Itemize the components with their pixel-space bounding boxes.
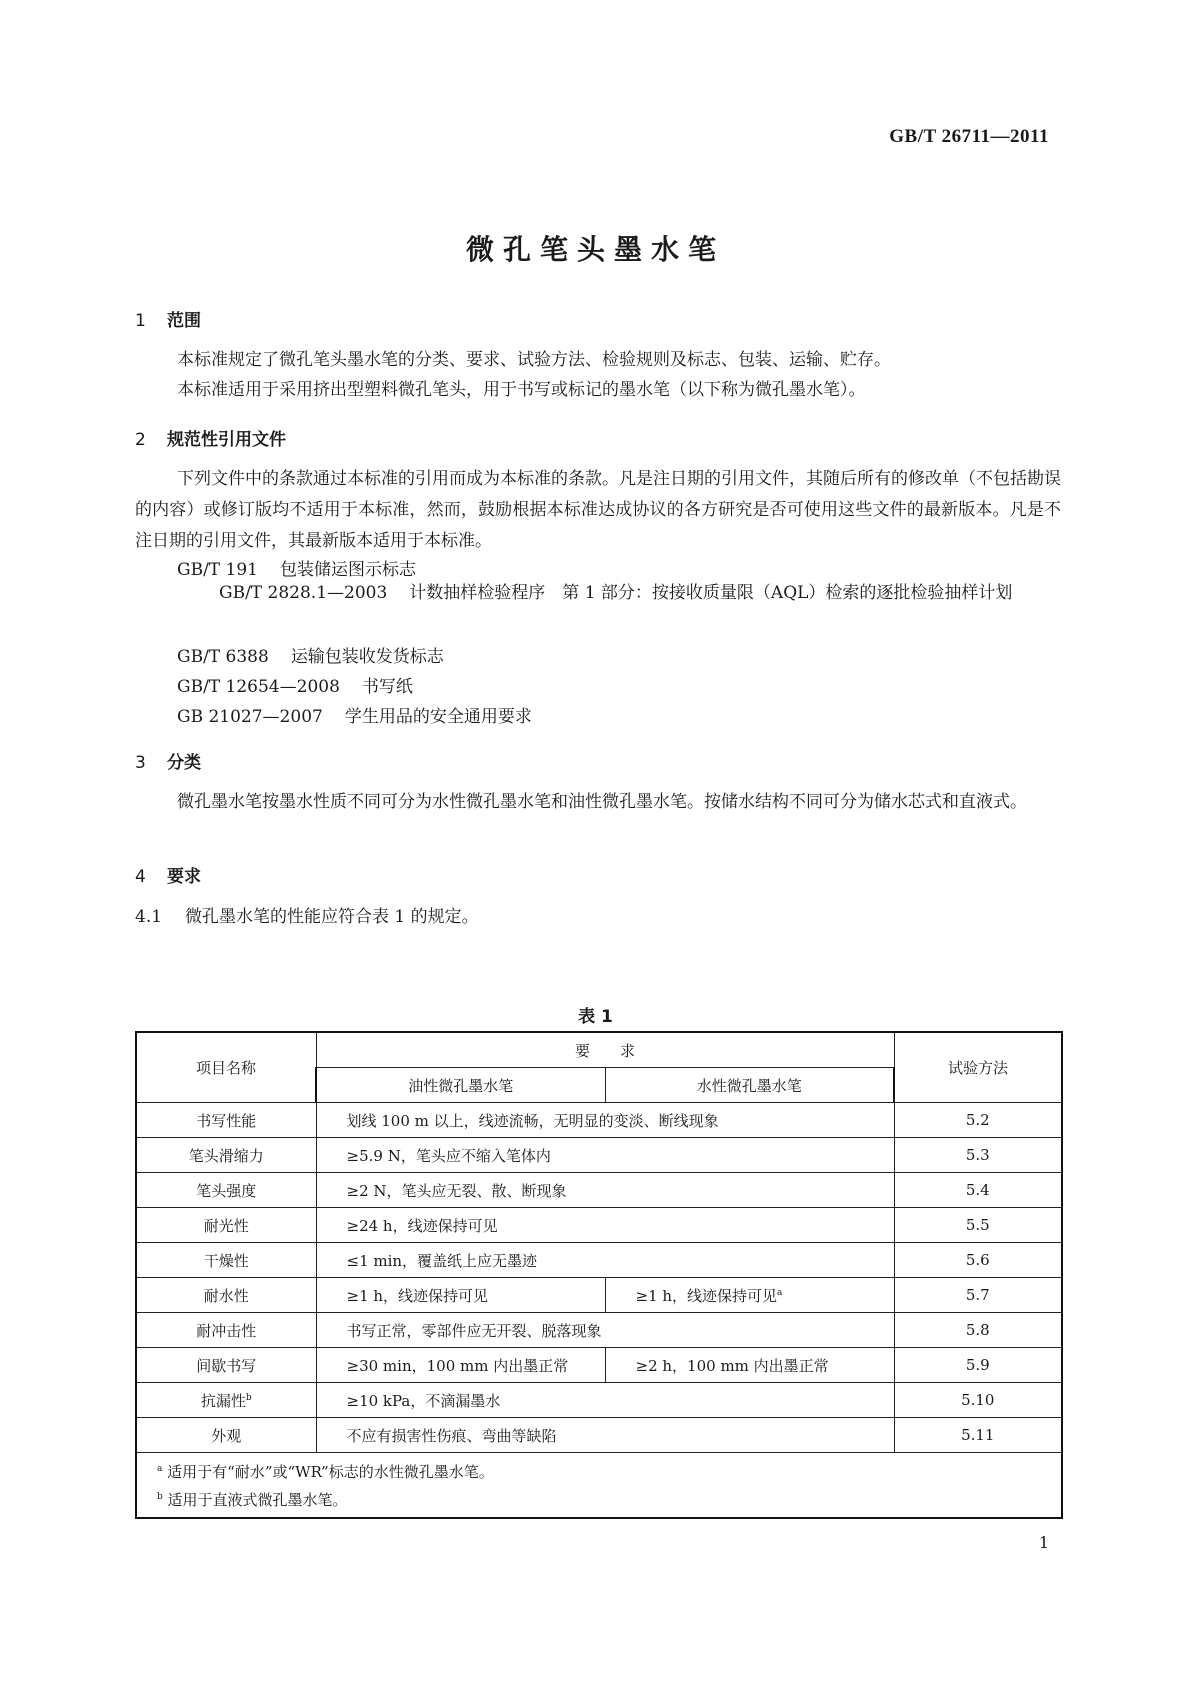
page-number: 1 bbox=[1038, 1533, 1049, 1552]
table-row bbox=[136, 1348, 1062, 1383]
header-oil-based: 油性微孔墨水笔 bbox=[316, 1068, 605, 1103]
cell-text: ≥1 h，线迹保持可见 bbox=[635, 1286, 778, 1305]
section-title: 规范性引用文件 bbox=[167, 430, 286, 450]
cell-requirement: 不应有损害性伤痕、弯曲等缺陷 bbox=[316, 1418, 894, 1453]
section-2-heading bbox=[135, 425, 286, 450]
reference-title: 运输包装收发货标志 bbox=[290, 647, 444, 667]
footnote-mark: b bbox=[157, 1492, 163, 1502]
cell-method: 5.4 bbox=[894, 1173, 1062, 1208]
section-title: 范围 bbox=[167, 311, 201, 331]
standard-number: GB/T 26711—2011 bbox=[889, 126, 1049, 147]
cell-requirement: ≤1 min，覆盖纸上应无墨迹 bbox=[316, 1243, 894, 1278]
cell-requirement-water: ≥2 h，100 mm 内出墨正常 bbox=[605, 1348, 894, 1383]
section-3-heading bbox=[135, 748, 201, 773]
cell-item: 耐冲击性 bbox=[136, 1313, 316, 1348]
section-title: 分类 bbox=[167, 753, 201, 773]
table-row bbox=[136, 1103, 1062, 1138]
cell-item: 书写性能 bbox=[136, 1103, 316, 1138]
clause-4-1 bbox=[135, 902, 479, 927]
cell-requirement: ≥24 h，线迹保持可见 bbox=[316, 1208, 894, 1243]
reference-item bbox=[177, 672, 413, 697]
table-row bbox=[136, 1313, 1062, 1348]
reference-code: GB/T 12654—2008 bbox=[177, 677, 340, 697]
header-item-name: 项目名称 bbox=[136, 1032, 316, 1103]
section-3-paragraph-1: 微孔墨水笔按墨水性质不同可分为水性微孔墨水笔和油性微孔墨水笔。按储水结构不同可分为储水芯式和直液式。 bbox=[177, 792, 1027, 812]
cell-method: 5.7 bbox=[894, 1278, 1062, 1313]
cell-method: 5.5 bbox=[894, 1208, 1062, 1243]
header-test-method: 试验方法 bbox=[894, 1032, 1062, 1103]
cell-method: 5.3 bbox=[894, 1138, 1062, 1173]
table-note bbox=[157, 1485, 1041, 1513]
reference-title: 书写纸 bbox=[361, 677, 413, 697]
cell-method: 5.6 bbox=[894, 1243, 1062, 1278]
footnote-mark: a bbox=[777, 1287, 783, 1298]
note-text: 适用于直液式微孔墨水笔。 bbox=[167, 1491, 348, 1509]
cell-item: 耐水性 bbox=[136, 1278, 316, 1313]
cell-requirement-water bbox=[605, 1278, 894, 1313]
reference-code: GB/T 2828.1—2003 bbox=[219, 583, 388, 603]
cell-requirement: 书写正常，零部件应无开裂、脱落现象 bbox=[316, 1313, 894, 1348]
cell-method: 5.2 bbox=[894, 1103, 1062, 1138]
table-row bbox=[136, 1243, 1062, 1278]
section-4-heading bbox=[135, 862, 201, 887]
reference-item bbox=[135, 578, 1061, 609]
section-number: 2 bbox=[135, 430, 146, 450]
section-number: 4 bbox=[135, 867, 146, 887]
table-row bbox=[136, 1208, 1062, 1243]
cell-requirement: ≥2 N，笔头应无裂、散、断现象 bbox=[316, 1173, 894, 1208]
reference-title: 包装储运图示标志 bbox=[280, 560, 416, 580]
cell-method: 5.10 bbox=[894, 1383, 1062, 1418]
section-1-heading bbox=[135, 306, 201, 331]
table-header-row bbox=[136, 1032, 1062, 1068]
document-title: 微孔笔头墨水笔 bbox=[465, 233, 725, 266]
cell-item: 外观 bbox=[136, 1418, 316, 1453]
cell-requirement-oil: ≥1 h，线迹保持可见 bbox=[316, 1278, 605, 1313]
reference-item bbox=[177, 642, 444, 667]
cell-method: 5.11 bbox=[894, 1418, 1062, 1453]
footnote-mark: a bbox=[157, 1464, 163, 1474]
reference-item bbox=[177, 555, 416, 580]
cell-item: 耐光性 bbox=[136, 1208, 316, 1243]
table-notes-row bbox=[136, 1453, 1062, 1519]
reference-code: GB/T 6388 bbox=[177, 647, 269, 667]
cell-method: 5.8 bbox=[894, 1313, 1062, 1348]
table-note bbox=[157, 1457, 1041, 1485]
header-water-based: 水性微孔墨水笔 bbox=[605, 1068, 894, 1103]
note-text: 适用于有“耐水”或“WR”标志的水性微孔墨水笔。 bbox=[167, 1463, 494, 1481]
cell-item: 笔头强度 bbox=[136, 1173, 316, 1208]
table-caption: 表 1 bbox=[578, 1007, 613, 1027]
section-2-paragraph-1: 下列文件中的条款通过本标准的引用而成为本标准的条款。凡是注日期的引用文件，其随后所有的修改单（不包括勘误的内容）或修订版均不适用于本标准，然而，鼓励根据本标准达成协议的各方研究是否可使用这些文件的最新版本。凡是不注日期的引用文件，其最新版本适用于本标准。 bbox=[135, 469, 1061, 551]
table-row bbox=[136, 1278, 1062, 1313]
cell-item bbox=[136, 1383, 316, 1418]
cell-requirement: ≥10 kPa，不滴漏墨水 bbox=[316, 1383, 894, 1418]
section-number: 3 bbox=[135, 753, 146, 773]
cell-requirement: 划线 100 m 以上，线迹流畅，无明显的变淡、断线现象 bbox=[316, 1103, 894, 1138]
reference-title: 学生用品的安全通用要求 bbox=[344, 707, 532, 727]
table-row bbox=[136, 1418, 1062, 1453]
reference-code: GB 21027—2007 bbox=[177, 707, 323, 727]
section-number: 1 bbox=[135, 311, 146, 331]
table-row bbox=[136, 1383, 1062, 1418]
cell-item: 笔头滑缩力 bbox=[136, 1138, 316, 1173]
clause-number: 4.1 bbox=[135, 907, 163, 927]
section-title: 要求 bbox=[167, 867, 201, 887]
cell-text: 抗漏性 bbox=[200, 1391, 246, 1410]
cell-item: 干燥性 bbox=[136, 1243, 316, 1278]
section-1-paragraph-2: 本标准适用于采用挤出型塑料微孔笔头，用于书写或标记的墨水笔（以下称为微孔墨水笔）。 bbox=[177, 380, 866, 400]
section-1-paragraph-1: 本标准规定了微孔笔头墨水笔的分类、要求、试验方法、检验规则及标志、包装、运输、贮存。 bbox=[177, 350, 891, 370]
reference-item bbox=[177, 702, 532, 727]
footnote-mark: b bbox=[245, 1392, 252, 1403]
header-requirements: 要 求 bbox=[316, 1032, 894, 1068]
cell-requirement: ≥5.9 N，笔头应不缩入笔体内 bbox=[316, 1138, 894, 1173]
reference-title: 计数抽样检验程序 第 1 部分：按接收质量限（AQL）检索的逐批检验抽样计划 bbox=[409, 583, 1013, 603]
cell-method: 5.9 bbox=[894, 1348, 1062, 1383]
cell-requirement-oil: ≥30 min，100 mm 内出墨正常 bbox=[316, 1348, 605, 1383]
table-row bbox=[136, 1138, 1062, 1173]
reference-code: GB/T 191 bbox=[177, 560, 258, 580]
cell-item: 间歇书写 bbox=[136, 1348, 316, 1383]
requirements-table bbox=[135, 1031, 1063, 1519]
clause-text: 微孔墨水笔的性能应符合表 1 的规定。 bbox=[185, 907, 479, 927]
table-notes bbox=[136, 1453, 1062, 1519]
table-row bbox=[136, 1173, 1062, 1208]
